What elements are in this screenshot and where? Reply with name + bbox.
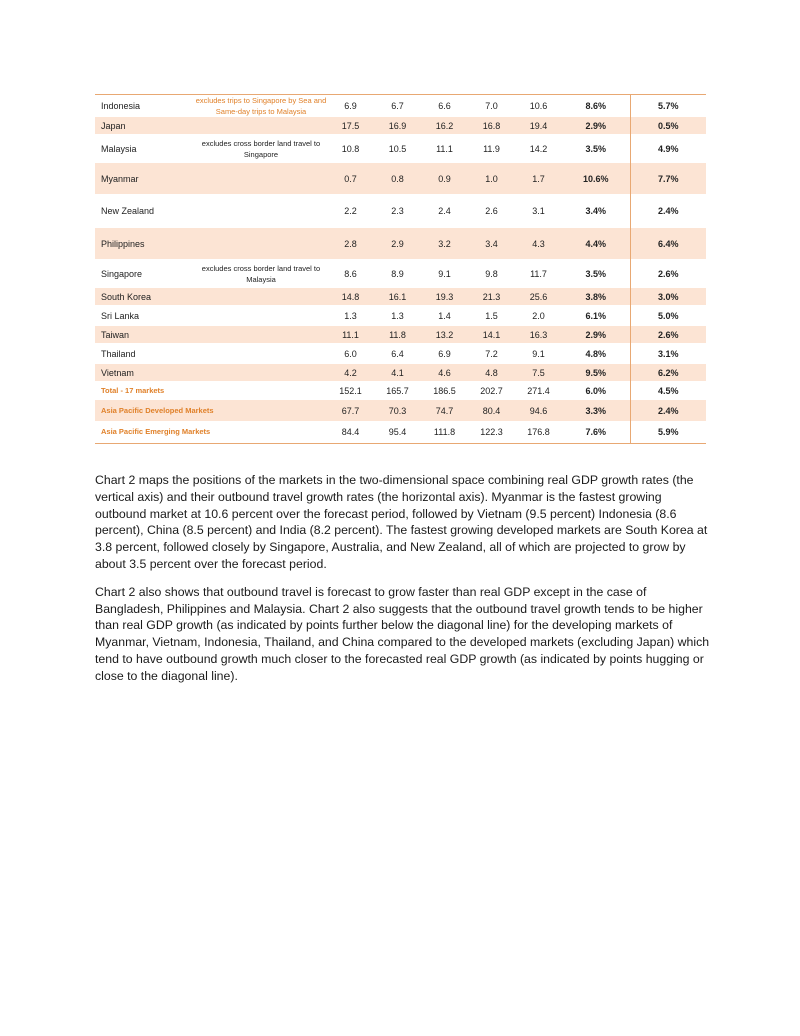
growth-cell-1: 3.4% [562,194,630,228]
growth-cell-2: 2.4% [630,400,706,421]
value-cell-4: 122.3 [468,421,515,443]
table-body [95,95,706,444]
growth-cell-1: 3.8% [562,288,630,305]
value-cell-2: 2.3 [391,206,404,216]
value-cell-5: 19.4 [515,117,562,134]
value-cell-1: 67.7 [327,400,374,421]
value-cell-1: 14.8 [327,288,374,305]
market-name: Taiwan [95,326,195,343]
value-cell-1: 1.3 [344,310,357,321]
value-cell-5: 9.1 [532,348,545,359]
market-name: Myanmar [95,163,195,194]
value-cell-3: 2.4 [438,206,451,216]
growth-cell-2: 5.0% [657,310,679,321]
value-cell-4: 4.8 [468,364,515,381]
table-row [95,343,706,364]
value-cell-2: 11.8 [374,326,421,343]
value-cell-3: 6.6 [421,95,468,118]
table-row [95,364,706,381]
paragraph-chart2-positions: Chart 2 maps the positions of the markets in the two-dimensional space combining real GDP growth rates (the vertical axis) and their outbound travel growth rates (the horizontal axis). Myanmar is the fastest growing outbound market at 10.6 percent over the forecast period, followed by Vietnam (9.5 percent) Indonesia (8.6 percent), China (8.5 percent) and India (8.2 percent). The fastest growing developed markets are South Korea at 3.8 percent, followed closely by Singapore, Australia, and New Zealand, all of which are projected to grow by about 3.5 percent over the forecast period. [95,473,708,571]
market-name: Malaysia [101,143,137,154]
growth-cell-1: 6.0% [562,381,630,400]
paragraph-chart2-growth: Chart 2 also shows that outbound travel is forecast to grow faster than real GDP except in the case of Bangladesh, Philippines and Malaysia. Chart 2 also suggests that the outbound travel growth tends to be higher than real GDP growth (as indicated by points further below the diagonal line) for the developing markets of Myanmar, Vietnam, Indonesia, Thailand, and China compared to the developed markets (excluding Japan) which tend to have outbound growth much closer to the forecasted real GDP growth (as indicated by points hugging or close to the diagonal line). [95,584,710,683]
table-row [95,134,706,163]
table-row [95,228,706,259]
market-name: Thailand [101,348,136,359]
market-name: Sri Lanka [101,310,140,321]
value-cell-3: 74.7 [421,400,468,421]
value-cell-3: 13.2 [421,326,468,343]
total-label: Asia Pacific Emerging Markets [95,421,327,443]
market-name: New Zealand [101,206,155,216]
growth-cell-2: 3.1% [657,348,679,359]
table-row [95,326,706,343]
growth-cell-2: 0.5% [630,117,706,134]
value-cell-1: 4.2 [327,364,374,381]
market-note: excludes cross border land travel to Singapore [201,138,321,159]
value-cell-4: 2.6 [485,206,498,216]
value-cell-1: 8.6 [344,268,357,279]
value-cell-4: 80.4 [468,400,515,421]
growth-cell-1: 3.5% [562,259,630,288]
outbound-travel-table [95,94,706,444]
market-name: Indonesia [95,95,195,118]
market-name: Singapore [101,268,143,279]
market-name: Vietnam [95,364,195,381]
growth-cell-2: 4.5% [657,385,679,396]
value-cell-4: 9.8 [485,268,498,279]
value-cell-4: 11.9 [483,143,500,154]
value-cell-1: 6.0 [344,348,357,359]
value-cell-1: 11.1 [327,326,374,343]
value-cell-5: 14.2 [529,143,548,154]
growth-cell-2: 4.9% [657,143,679,154]
value-cell-5: 3.1 [532,206,545,216]
value-cell-4: 14.1 [468,326,515,343]
value-cell-5: 16.3 [515,326,562,343]
value-cell-1: 0.7 [327,163,374,194]
growth-cell-2: 6.4% [630,228,706,259]
value-cell-1: 17.5 [327,117,374,134]
value-cell-4: 202.7 [480,385,503,396]
value-cell-2: 6.7 [374,95,421,118]
growth-cell-1: 10.6% [562,163,630,194]
value-cell-1: 6.9 [327,95,374,118]
growth-cell-1: 4.4% [562,228,630,259]
value-cell-2: 6.4 [391,348,404,359]
value-cell-2: 4.1 [374,364,421,381]
value-cell-5: 94.6 [515,400,562,421]
value-cell-5: 25.6 [515,288,562,305]
market-note: excludes trips to Singapore by Sea and Same-day trips to Malaysia [195,96,327,116]
growth-cell-2: 2.6% [657,268,679,279]
value-cell-5: 10.6 [515,95,562,118]
table-row [95,163,706,194]
market-name: Japan [95,117,195,134]
value-cell-3: 9.1 [438,268,451,279]
value-cell-5: 271.4 [527,385,550,396]
market-note [195,364,327,381]
growth-cell-2: 7.7% [630,163,706,194]
value-cell-2: 2.9 [374,228,421,259]
growth-cell-2: 5.7% [630,95,706,118]
value-cell-2: 10.5 [388,143,407,154]
total-row [95,381,706,400]
value-cell-5: 7.5 [515,364,562,381]
growth-cell-2: 3.0% [630,288,706,305]
value-cell-2: 165.7 [386,385,409,396]
market-name: South Korea [95,288,195,305]
value-cell-3: 0.9 [421,163,468,194]
value-cell-5: 176.8 [515,421,562,443]
value-cell-2: 16.9 [374,117,421,134]
market-note [195,343,327,364]
growth-cell-1: 6.1% [562,305,630,326]
value-cell-2: 70.3 [374,400,421,421]
value-cell-3: 186.5 [433,385,456,396]
value-cell-3: 6.9 [438,348,451,359]
market-note [195,117,327,134]
market-note [195,194,327,228]
market-note [195,305,327,326]
total-label: Total - 17 markets [101,386,165,395]
market-note [195,163,327,194]
value-cell-5: 11.7 [530,268,547,279]
value-cell-4: 3.4 [468,228,515,259]
value-cell-4: 16.8 [468,117,515,134]
table-row [95,117,706,134]
growth-cell-1: 4.8% [562,343,630,364]
value-cell-3: 16.2 [421,117,468,134]
value-cell-5: 4.3 [515,228,562,259]
growth-cell-1: 3.3% [562,400,630,421]
value-cell-1: 84.4 [327,421,374,443]
table-row [95,194,706,228]
table-row [95,305,706,326]
value-cell-5: 1.7 [515,163,562,194]
value-cell-5: 2.0 [532,310,545,321]
growth-cell-2: 6.2% [630,364,706,381]
value-cell-2: 0.8 [374,163,421,194]
growth-cell-1: 7.6% [562,421,630,443]
value-cell-3: 1.4 [438,310,451,321]
growth-cell-1: 3.5% [562,134,630,163]
value-cell-4: 1.0 [468,163,515,194]
value-cell-3: 111.8 [421,421,468,443]
table-row [95,259,706,288]
value-cell-4: 7.2 [485,348,498,359]
market-name: Philippines [95,228,195,259]
growth-cell-1: 8.6% [562,95,630,118]
growth-cell-2: 5.9% [630,421,706,443]
growth-cell-2: 2.6% [630,326,706,343]
growth-cell-1: 2.9% [562,117,630,134]
data-table [95,94,706,444]
growth-cell-2: 2.4% [657,206,679,216]
body-text [95,472,710,696]
total-row [95,400,706,421]
value-cell-3: 11.1 [436,143,453,154]
value-cell-2: 95.4 [374,421,421,443]
value-cell-3: 4.6 [421,364,468,381]
growth-cell-1: 9.5% [562,364,630,381]
value-cell-2: 8.9 [391,268,404,279]
value-cell-2: 1.3 [391,310,404,321]
value-cell-3: 3.2 [421,228,468,259]
value-cell-4: 1.5 [485,310,498,321]
market-note [195,326,327,343]
market-note [195,228,327,259]
table-row [95,95,706,118]
value-cell-4: 7.0 [468,95,515,118]
value-cell-4: 21.3 [468,288,515,305]
total-label: Asia Pacific Developed Markets [95,400,327,421]
value-cell-2: 16.1 [374,288,421,305]
market-note: excludes cross border land travel to Malaysia [201,263,321,284]
value-cell-1: 2.8 [327,228,374,259]
value-cell-1: 152.1 [339,385,362,396]
market-note [195,288,327,305]
total-row [95,421,706,443]
growth-cell-1: 2.9% [562,326,630,343]
value-cell-3: 19.3 [421,288,468,305]
table-row [95,288,706,305]
value-cell-1: 10.8 [341,143,360,154]
value-cell-1: 2.2 [344,206,357,216]
